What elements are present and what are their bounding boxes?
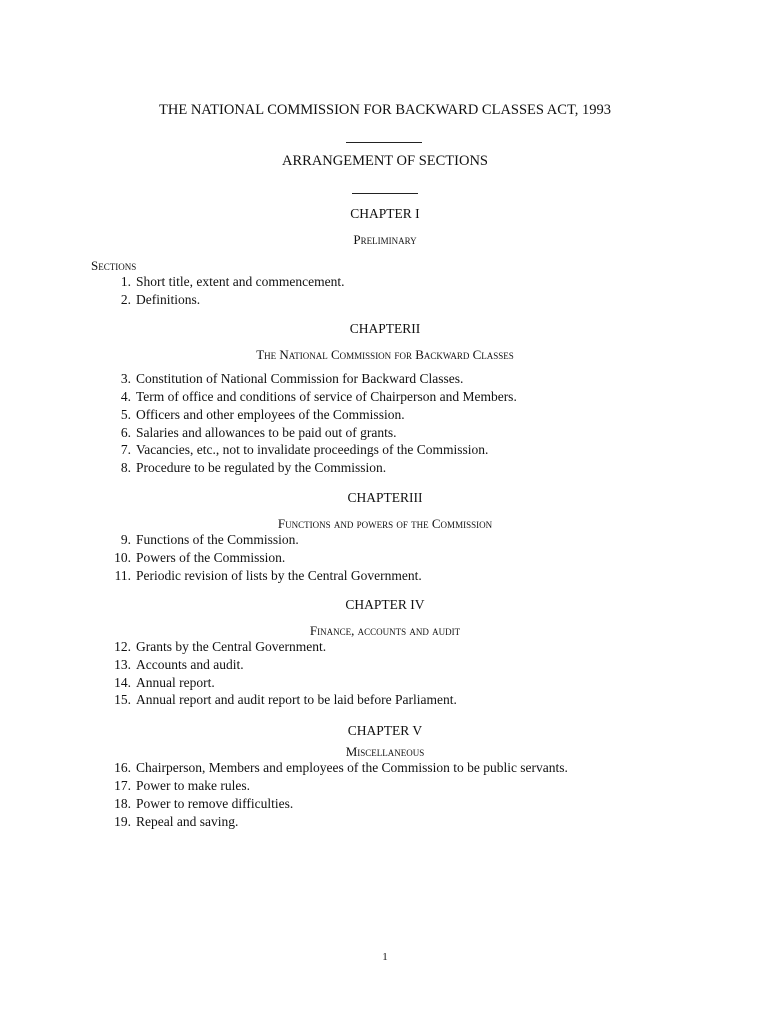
section-number: 12. [114,639,131,654]
section-number: 15. [114,692,131,707]
section-number: 19. [114,814,131,829]
chapter-heading: CHAPTER IV [345,597,425,612]
section-number: 8. [120,460,131,475]
section-number: 7. [120,442,131,457]
section-number: 18. [114,796,131,811]
section-number: 5. [120,407,131,422]
section-number: 11. [114,568,131,583]
arrangement-heading: ARRANGEMENT OF SECTIONS [282,153,488,169]
chapter-heading: CHAPTERII [349,321,421,336]
section-number: 16. [114,760,131,775]
section-number: 6. [120,425,131,440]
section-title: Definitions. [136,292,201,307]
section-title: Vacancies, etc., not to invalidate proceedings of the Commission. [136,442,489,457]
section-title: Power to remove difficulties. [136,796,294,811]
section-number: 17. [114,778,131,793]
subtitle-divider [352,193,418,194]
sections-label: Sections [91,258,137,273]
section-number: 9. [120,532,131,547]
section-title: Salaries and allowances to be paid out of grants. [136,425,397,440]
section-number: 10. [114,550,131,565]
section-title: Functions of the Commission. [136,532,299,547]
section-title: Powers of the Commission. [136,550,286,565]
section-title: Grants by the Central Government. [136,639,327,654]
chapter-heading: CHAPTER V [347,723,423,738]
chapter-subheading: Preliminary [353,232,417,247]
section-title: Short title, extent and commencement. [136,274,345,289]
section-title: Periodic revision of lists by the Central Government. [136,568,422,583]
section-number: 13. [114,657,131,672]
section-number: 14. [114,675,131,690]
chapter-heading: CHAPTERIII [347,490,423,505]
section-title: Officers and other employees of the Commission. [136,407,405,422]
section-number: 2. [120,292,131,307]
section-title: Term of office and conditions of service of Chairperson and Members. [136,389,517,404]
section-title: Annual report and audit report to be laid before Parliament. [136,692,457,707]
chapter-subheading: Finance, accounts and audit [309,623,461,638]
chapter-subheading: Miscellaneous [345,744,425,759]
section-title: Procedure to be regulated by the Commission. [136,460,387,475]
section-title: Constitution of National Commission for Backward Classes. [136,371,464,386]
section-title: Repeal and saving. [136,814,239,829]
page-number: 1 [382,951,388,963]
section-title: Power to make rules. [136,778,250,793]
act-title: THE NATIONAL COMMISSION FOR BACKWARD CLASSES ACT, 1993 [159,102,611,118]
section-title: Chairperson, Members and employees of the Commission to be public servants. [136,760,568,775]
section-number: 4. [120,389,131,404]
chapter-subheading: Functions and powers of the Commission [277,516,493,531]
chapter-heading: CHAPTER I [350,206,420,221]
section-number: 1. [120,274,131,289]
section-number: 3. [120,371,131,386]
section-title: Annual report. [136,675,215,690]
title-divider [346,142,422,143]
section-title: Accounts and audit. [136,657,244,672]
chapter-subheading: The National Commission for Backward Classes [256,347,514,362]
